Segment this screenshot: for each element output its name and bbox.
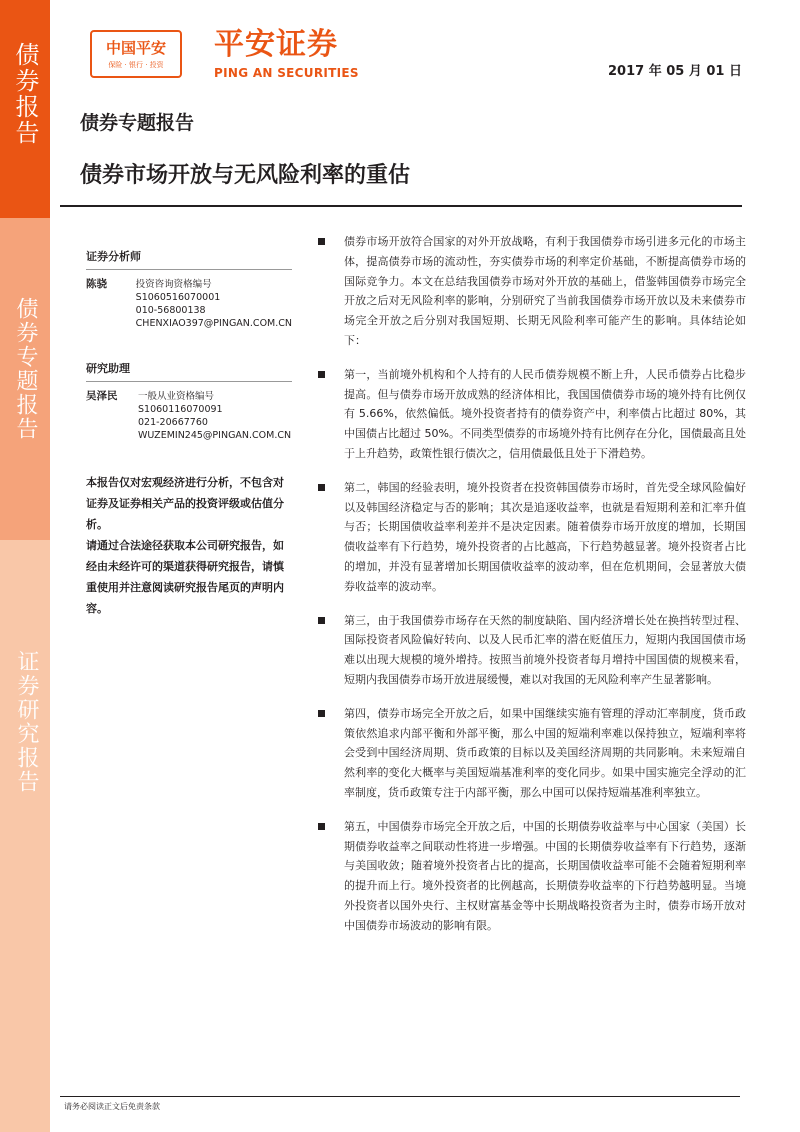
- assistant-name: 吴泽民: [86, 390, 118, 402]
- analyst-info: [136, 278, 292, 330]
- report-date: 2017 年 05 月 01 日: [608, 64, 742, 79]
- square-bullet-icon: [318, 710, 325, 717]
- summary-text: 第三，由于我国债券市场存在天然的制度缺陷、国内经济增长处在换挡转型过程、国际投资者风险偏好转向、以及人民币汇率的潜在贬值压力，短期内我国国债市场难以出现大规模的境外增持。按照当前境外投资者每月增持中国国债的规模来看，短期内我国债券市场开放进展缓慢，难以对我国的无风险利率产生显著影响。: [344, 613, 746, 686]
- analyst-cert-label: 投资咨询资格编号: [135, 279, 212, 290]
- pingan-logo-title: 中国平安: [105, 39, 166, 57]
- square-bullet-icon: [318, 823, 325, 830]
- square-bullet-icon: [318, 484, 325, 491]
- square-bullet-icon: [318, 617, 325, 624]
- title-divider: [60, 205, 742, 207]
- assistant-info: [138, 390, 291, 442]
- footer-note: 请务必阅读正文后免责条款: [64, 1102, 160, 1111]
- summary-text: 第一，当前境外机构和个人持有的人民币债券规模不断上升，人民币债券占比稳步提高。但与债券市场开放成熟的经济体相比，我国国债债券市场的境外持有比例仅有 5.66%，依然偏低。境外投资者持有的债券资产中，利率债占比超过 80%，其中国债占比超过 50%。不同类型债券的市场境外持有比例存在分化，国债最高且处于上升趋势，政策性银行债次之，信用债最低且处于下滑趋势。: [344, 367, 746, 460]
- band-label-top: 债券报告: [11, 42, 39, 146]
- analyst-email: CHENXIAO397@PINGAN.COM.CN: [135, 318, 292, 329]
- analysts-heading: 证券分析师: [86, 248, 292, 270]
- square-bullet-icon: [318, 238, 325, 245]
- author-sidebar: [86, 248, 292, 619]
- report-title: 债券市场开放与无风险利率的重估: [80, 163, 411, 188]
- summary-text: 第四，债券市场完全开放之后，如果中国继续实施有管理的浮动汇率制度，货币政策依然追求内部平衡和外部平衡，那么中国的短端利率难以保持独立，短端利率将会受到中国经济周期、货币政策的目标以及美国经济周期的共同影响。未来短端自然利率的变化大概率与美国短端基准利率的变化同步。如果中国实施完全浮动的汇率制度，货币政策专注于内部平衡，那么中国可以保持短端基准利率独立。: [344, 706, 746, 799]
- summary-list: [318, 232, 746, 950]
- disclaimer-usage: 请通过合法途径获取本公司研究报告，如经由未经许可的渠道获得研究报告，请慎重使用并注意阅读研究报告尾页的声明内容。: [86, 539, 284, 615]
- securities-logo: [214, 28, 374, 80]
- summary-point: [318, 611, 746, 690]
- footer-divider: [60, 1096, 740, 1097]
- square-bullet-icon: [318, 371, 325, 378]
- analyst-entry: [86, 278, 292, 330]
- assistant-cert-number: S1060116070091: [138, 404, 223, 415]
- summary-point: [318, 232, 746, 351]
- securities-logo-cn: 平安证券: [214, 27, 338, 62]
- assistant-email: WUZEMIN245@PINGAN.COM.CN: [138, 430, 292, 441]
- disclaimer-scope: 本报告仅对宏观经济进行分析，不包含对证券及证券相关产品的投资评级或估值分析。: [86, 476, 284, 531]
- assistant-entry: [86, 390, 292, 442]
- left-band-top: [0, 0, 50, 218]
- analyst-name: 陈骁: [86, 278, 107, 290]
- summary-text: 第二，韩国的经验表明，境外投资者在投资韩国债券市场时，首先受全球风险偏好以及韩国经济稳定与否的影响；其次是追逐收益率，也就是看短期利差和汇率升值与否；长期国债收益率利差并不是决定因素。随着债券市场开放度的增加，长期国债收益率有下行趋势，境外投资者的占比越高，下行趋势越显著。境外投资者占比的增加，并没有显著增加长期国债收益率的波动率，但在危机期间，会显著放大债券收益率的波动率。: [344, 480, 746, 593]
- securities-logo-en: PING AN SECURITIES: [214, 66, 359, 80]
- assistant-cert-label: 一般从业资格编号: [138, 391, 215, 402]
- pingan-logo-subtitle: 保险 · 银行 · 投资: [108, 61, 164, 69]
- assistants-heading: 研究助理: [86, 360, 292, 382]
- band-label-bottom: 证券研究报告: [14, 650, 39, 794]
- summary-point: [318, 478, 746, 597]
- summary-point: [318, 704, 746, 803]
- pingan-logo: [90, 30, 182, 78]
- summary-text: 债券市场开放符合国家的对外开放战略，有利于我国债券市场引进多元化的市场主体，提高债券市场的流动性，夯实债券市场的利率定价基础，不断提高债券市场的国际竞争力。本文在总结我国债券市场对外开放的基础上，借鉴韩国债券市场完全开放之后对无风险利率的影响，分别研究了当前我国债券市场开放以及未来债券市场完全开放之后分别对我国短期、长期无风险利率可能产生的影响。具体结论如下：: [344, 235, 746, 347]
- assistant-phone: 021-20667760: [138, 417, 208, 428]
- analyst-cert-number: S1060516070001: [135, 292, 221, 303]
- left-band-bottom: [0, 540, 50, 1132]
- summary-point: [318, 817, 746, 936]
- left-band-middle: [0, 218, 50, 540]
- band-label-middle: 债券专题报告: [13, 297, 38, 441]
- summary-text: 第五，中国债券市场完全开放之后，中国的长期债券收益率与中心国家（美国）长期债券收益率之间联动性将进一步增强。中国的长期债券收益率有下行趋势，逐渐与美国收敛；随着境外投资者占比的提高，长期国债收益率可能不会随着短期利率的提升而上行。境外投资者的比例越高，长期债券收益率的下行趋势越明显。当境外投资者以国外央行、主权财富基金等中长期战略投资者为主时，债券市场开放对中国债券市场波动的影响有限。: [344, 819, 746, 932]
- summary-point: [318, 365, 746, 464]
- disclaimer: [86, 472, 292, 619]
- report-type: 债券专题报告: [80, 112, 195, 134]
- analyst-phone: 010-56800138: [135, 305, 206, 316]
